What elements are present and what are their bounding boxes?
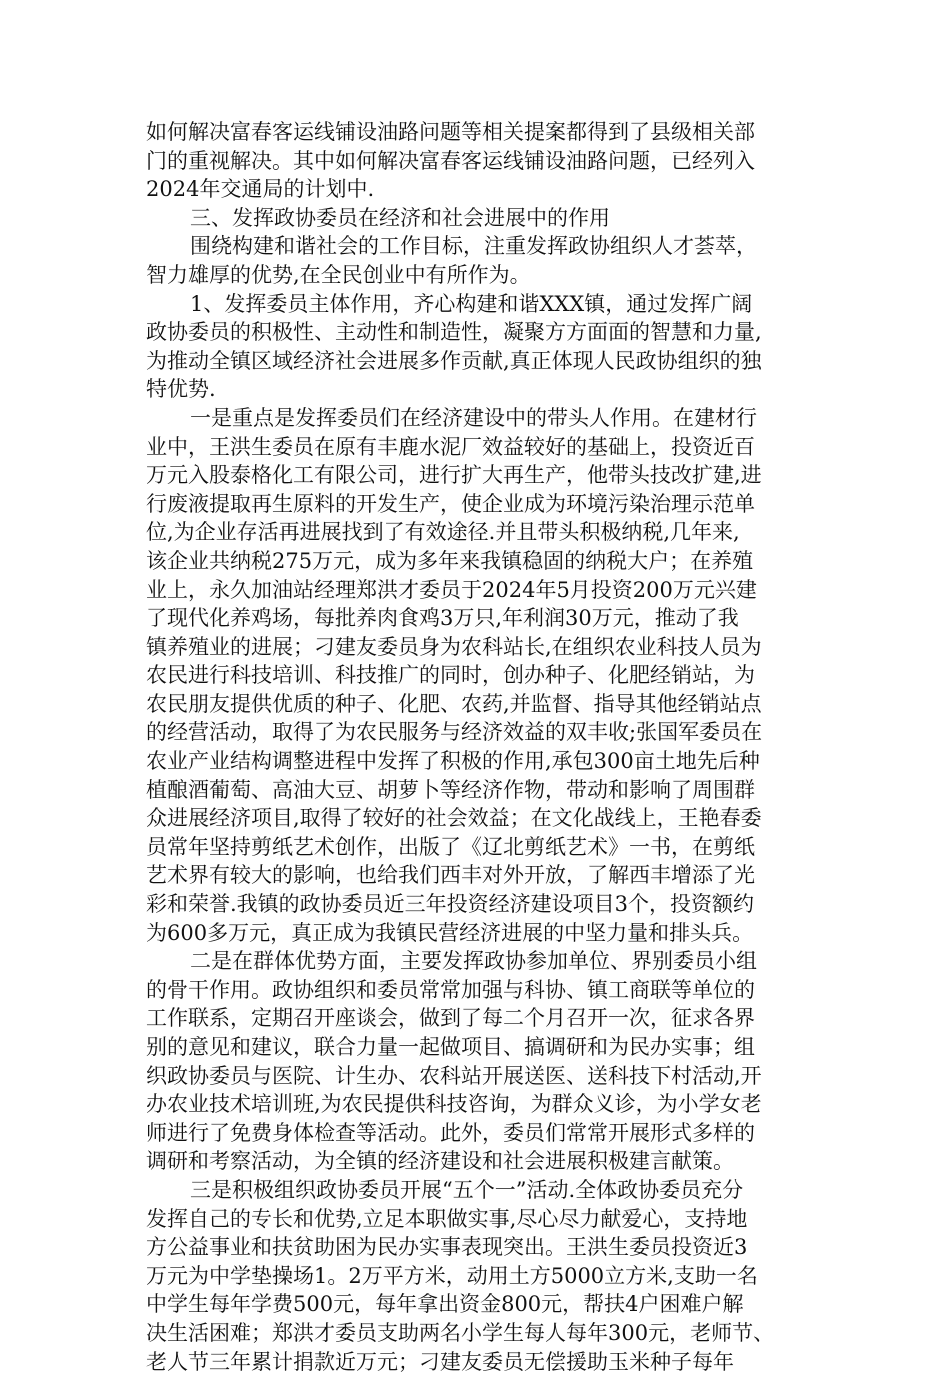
- text-line: 工作联系，定期召开座谈会，做到了每二个月召开一次，征求各界: [146, 1006, 755, 1031]
- text-line: 位,为企业存活再进展找到了有效途径.并且带头积极纳税,几年来,: [146, 520, 740, 545]
- text-line: 特优势.: [146, 377, 216, 402]
- text-line: 该企业共纳税275万元，成为多年来我镇稳固的纳税大户；在养殖: [146, 548, 754, 573]
- text-line: 老人节三年累计捐款近万元；刁建友委员无偿援助玉米种子每年: [146, 1349, 734, 1374]
- text-line: 政协委员的积极性、主动性和制造性，凝聚方方面面的智慧和力量,: [146, 320, 762, 345]
- text-line: 农业产业结构调整进程中发挥了积极的作用,承包300亩土地先后种: [146, 749, 760, 774]
- paragraph-start: 1、发挥委员主体作用，齐心构建和谐XXX镇，通过发挥广阔: [190, 291, 753, 316]
- paragraph-start: 二是在群体优势方面，主要发挥政协参加单位、界别委员小组: [190, 949, 757, 974]
- text-line: 方公益事业和扶贫助困为民办实事表现突出。王洪生委员投资近3: [146, 1235, 748, 1260]
- text-line: 智力雄厚的优势,在全民创业中有所作为。: [146, 262, 531, 287]
- text-line: 中学生每年学费500元，每年拿出资金800元，帮扶4户困难户解: [146, 1292, 744, 1317]
- text-line: 决生活困难；郑洪才委员支助两名小学生每人每年300元，老师节、: [146, 1320, 775, 1345]
- text-line: 行废液提取再生原料的开发生产，使企业成为环境污染治理示范单: [146, 491, 755, 516]
- text-line: 师进行了免费身体检查等活动。此外，委员们常常开展形式多样的: [146, 1120, 755, 1145]
- text-line: 如何解决富春客运线铺设油路问题等相关提案都得到了县级相关部: [146, 120, 755, 144]
- text-line: 的经营活动，取得了为农民服务与经济效益的双丰收;张国军委员在: [146, 720, 763, 745]
- text-line: 织政协委员与医院、计生办、农科站开展送医、送科技下村活动,开: [146, 1063, 762, 1088]
- text-line: 万元为中学垫操场1。2万平方米，动用土方5000立方米,支助一名: [146, 1263, 758, 1288]
- text-line: 发挥自己的专长和优势,立足本职做实事,尽心尽力献爱心，支持地: [146, 1206, 748, 1231]
- document-body: [146, 118, 806, 1376]
- text-line: 众进展经济项目,取得了较好的社会效益；在文化战线上，王艳春委: [146, 806, 762, 831]
- text-line: 办农业技术培训班,为农民提供科技咨询，为群众义诊，为小学女老: [146, 1092, 762, 1117]
- text-line: 业中，王洪生委员在原有丰鹿水泥厂效益较好的基础上，投资近百: [146, 434, 755, 459]
- text-line: 员常年坚持剪纸艺术创作，出版了《辽北剪纸艺术》一书，在剪纸: [146, 834, 755, 859]
- text-line: 农民进行科技培训、科技推广的同时，创办种子、化肥经销站，为: [146, 663, 755, 688]
- paragraph-start: 一是重点是发挥委员们在经济建设中的带头人作用。在建材行: [190, 405, 757, 430]
- text-line: 植酿酒葡萄、高油大豆、胡萝卜等经济作物，带动和影响了周围群: [146, 777, 755, 802]
- text-line: 万元入股泰格化工有限公司，进行扩大再生产，他带头技改扩建,进: [146, 463, 762, 488]
- paragraph-start: 三是积极组织政协委员开展“五个一”活动.全体政协委员充分: [190, 1177, 744, 1202]
- paragraph-start: 围绕构建和谐社会的工作目标，注重发挥政协组织人才荟萃，: [190, 234, 757, 259]
- text-line: 门的重视解决。其中如何解决富春客运线铺设油路问题，已经列入: [146, 148, 755, 173]
- text-line: 彩和荣誉.我镇的政协委员近三年投资经济建设项目3个，投资额约: [146, 892, 755, 917]
- text-line: 的骨干作用。政协组织和委员常常加强与科协、镇工商联等单位的: [146, 977, 755, 1002]
- text-line: 农民朋友提供优质的种子、化肥、农药,并监督、指导其他经销站点: [146, 691, 762, 716]
- text-line: 为600多万元，真正成为我镇民营经济进展的中坚力量和排头兵。: [146, 920, 754, 945]
- text-line: 业上，永久加油站经理郑洪才委员于2024年5月投资200万元兴建: [146, 577, 757, 602]
- text-line: 别的意见和建议，联合力量一起做项目、搞调研和为民办实事；组: [146, 1035, 755, 1059]
- text-line: 镇养殖业的进展；刁建友委员身为农科站长,在组织农业科技人员为: [146, 634, 762, 659]
- text-line: 2024年交通局的计划中.: [146, 177, 375, 202]
- text-line: 调研和考察活动，为全镇的经济建设和社会进展积极建言献策。: [146, 1149, 734, 1174]
- text-line: 了现代化养鸡场，每批养肉食鸡3万只,年利润30万元，推动了我: [146, 606, 739, 631]
- text-line: 为推动全镇区域经济社会进展多作贡献,真正体现人民政协组织的独: [146, 348, 762, 373]
- section-heading: 三、发挥政协委员在经济和社会进展中的作用: [190, 205, 610, 230]
- text-line: 艺术界有较大的影响，也给我们西丰对外开放，了解西丰增添了光: [146, 863, 755, 888]
